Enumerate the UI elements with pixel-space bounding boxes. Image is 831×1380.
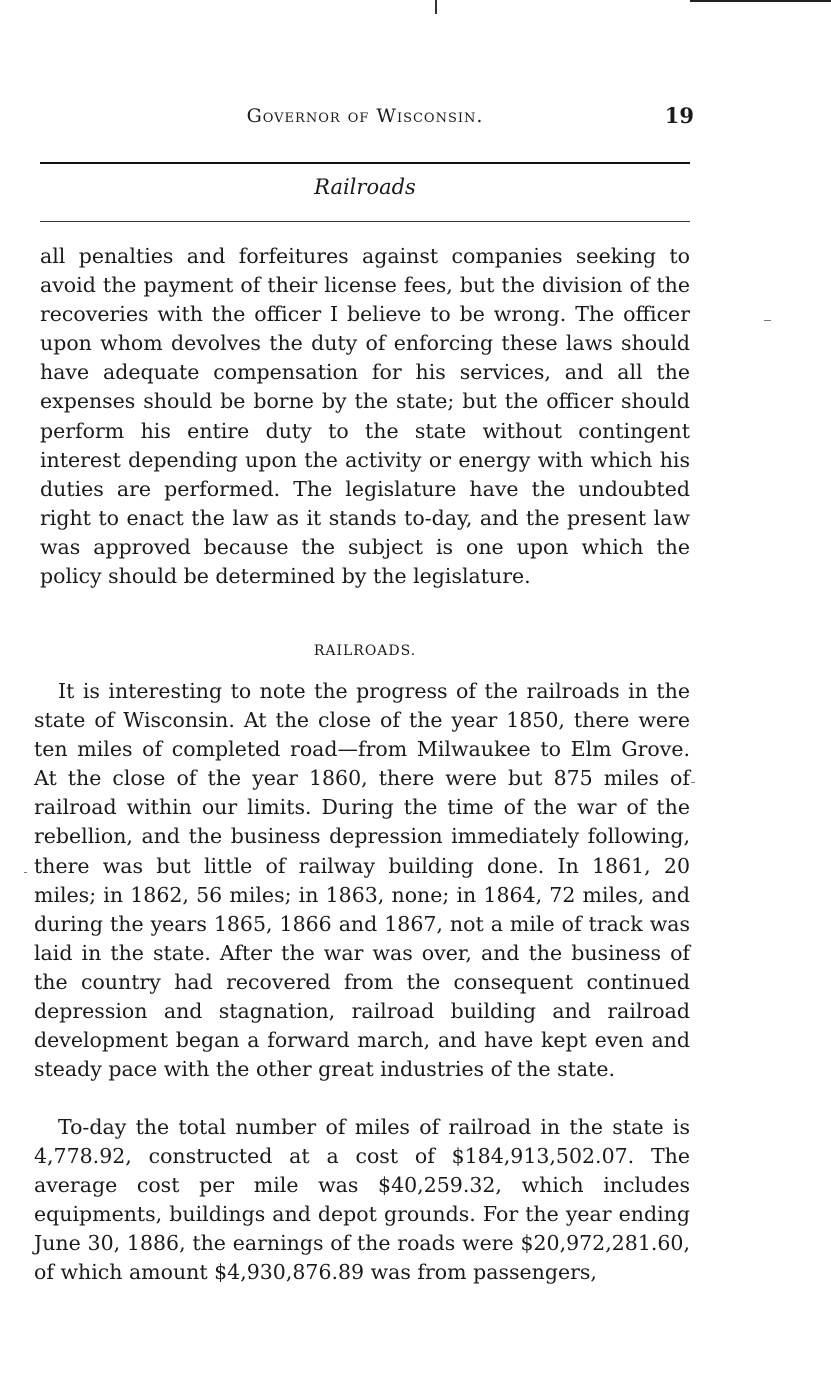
margin-mark: [764, 320, 771, 321]
scan-mark: [435, 0, 437, 14]
subheading-railroads: RAILROADS.: [313, 643, 417, 659]
paragraph-railroad-progress: It is interesting to note the progress of the railroads in the state of Wisconsin. At the close of the year 1850, there were ten miles of completed road—from Milwaukee to Elm Grove. At the close of the year 1860, there were but 875 miles of railroad within our limits. During the time of the war of the rebellion, and the business depression immediately following, there was but little of railway building done. In 1861, 20 miles; in 1862, 56 miles; in 1863, none; in 1864, 72 miles, and during the years 1865, 1866 and 1867, not a mile of track was laid in the state. After the war was over, and the business of the country had recovered from the consequent continued depression and stagnation, railroad building and railroad development began a forward march, and have kept even and steady pace with the other great industries of the state.: [34, 679, 690, 1082]
header-rule-bottom: [40, 221, 690, 222]
margin-mark: [24, 872, 27, 873]
section-title: Railroads: [314, 175, 416, 199]
header-rule-top: [40, 162, 690, 164]
page-number: 19: [664, 103, 694, 128]
paragraph-railroad-statistics: To-day the total number of miles of railroad in the state is 4,778.92, constructed at a cost of $184,913,502.07. The average cost per mile was $40,259.32, which includes equipments, buildings and depot grounds. For the year ending June 30, 1886, the earnings of the roads were $20,972,281.60, of which amount $4,930,876.89 was from passengers,: [34, 1115, 690, 1285]
paragraph-penalties: all penalties and forfeitures against companies seeking to avoid the payment of their license fees, but the division of the recoveries with the officer I believe to be wrong. The officer upon whom devolves the duty of enforcing these laws should have adequate compensation for his services, and all the expenses should be borne by the state; but the officer should perform his entire duty to the state without contingent interest depending upon the activity or energy with which his duties are performed. The legislature have the undoubted right to enact the law as it stands to-day, and the present law was approved because the subject is one upon which the policy should be determined by the legislature.: [40, 244, 690, 589]
running-head: [40, 103, 694, 133]
running-title: Governor of Wisconsin.: [246, 105, 484, 127]
scan-edge-line: [690, 0, 831, 2]
margin-mark: [691, 782, 695, 783]
